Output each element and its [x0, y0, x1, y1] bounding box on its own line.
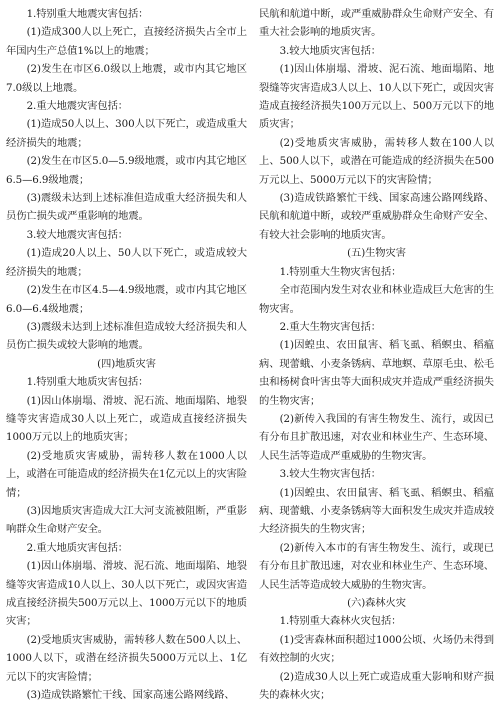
- paragraph: (2)受地质灾害威胁，需转移人数在500人以上、1000人以下，或潜在经济损失5000万元以上、1亿元以下的灾害险情；: [6, 633, 247, 683]
- paragraph: (2)新传入本市的有害生物发生、流行，或现已有分布且扩散迅速，对农业和林业生产、生态环境、人民生活等造成较大威胁的生物灾害。: [259, 541, 494, 591]
- section-heading: (四)地质灾害: [97, 357, 156, 370]
- item-heading: 1.特别重大森林火灾包括：: [279, 615, 402, 628]
- paragraph: (3)造成铁路繁忙干线、国家高速公路网线路、: [26, 689, 235, 702]
- item-heading: 2.重大地质灾害包括：: [26, 541, 128, 554]
- paragraph: 全市范围内发生对农业和林业造成巨大危害的生物灾害。: [259, 284, 494, 315]
- paragraph: (1)造成300人以上死亡，直接经济损失占全市上年国内生产总值1%以上的地震；: [6, 26, 247, 57]
- paragraph: (1)造成20人以上、50人以下死亡，或造成较大经济损失的地震；: [6, 247, 247, 278]
- paragraph: (2)发生在市区4.5—4.9级地震，或市内其它地区6.0—6.4级地震；: [6, 284, 247, 315]
- paragraph: (2)受地质灾害威胁，需转移人数在1000人以上，或潜在可能造成的经济损失在1亿元以上的灾害险情；: [6, 449, 247, 499]
- paragraph: (2)发生在市区6.0级以上地震，或市内其它地区7.0级以上地震。: [6, 63, 247, 94]
- item-heading: 1.特别重大地质灾害包括：: [26, 376, 149, 389]
- paragraph: (1)造成50人以上、300人以下死亡，或造成重大经济损失的地震；: [6, 118, 247, 149]
- item-heading: 1.特别重大生物灾害包括：: [279, 265, 402, 278]
- paragraph: (1)因山体崩塌、滑坡、泥石流、地面塌陷、地裂缝等灾害造成10人以上、30人以下死亡，或因灾害造成直接经济损失500万元以上、1000万元以下的地质灾害；: [6, 560, 247, 628]
- paragraph: (2)新传入我国的有害生物发生、流行，或因已有分布且扩散迅速，对农业和林业生产、生态环境、人民生活等造成严重威胁的生物灾害。: [259, 412, 494, 462]
- paragraph: (3)造成铁路繁忙干线、国家高速公路网线路、民航和航道中断，或较严重威胁群众生命财产安全、有较大社会影响的地质灾害。: [259, 192, 494, 241]
- item-heading: 1.特别重大地震灾害包括：: [26, 8, 149, 20]
- paragraph: (1)受害森林面积超过1000公顷、火场仍未得到有效控制的火灾；: [259, 633, 494, 665]
- section-heading: (六)森林火灾: [347, 597, 406, 609]
- paragraph: (3)震级未达到上述标准但造成较大经济损失和人员伤亡损失或较大影响的地震。: [6, 320, 247, 352]
- item-heading: 3.较大地质灾害包括：: [279, 44, 381, 57]
- paragraph: (2)造成30人以上死亡或造成重大影响和财产损失的森林火灾；: [259, 670, 494, 702]
- paragraph: (3)震级未达到上述标准但造成重大经济损失和人员伤亡损失或严重影响的地震。: [6, 192, 247, 223]
- left-column: [6, 5, 253, 702]
- paragraph: (2)发生在市区5.0—5.9级地震，或市内其它地区6.5—6.9级地震；: [6, 155, 247, 186]
- item-heading: 3.较大地震灾害包括：: [26, 228, 128, 241]
- paragraph: (3)因地质灾害造成大江大河支流被阻断，严重影响群众生命财产安全。: [6, 504, 247, 536]
- paragraph: (1)因山体崩塌、滑坡、泥石流、地面塌陷、地裂缝等灾害造成3人以上、10人以下死亡，或因灾害造成直接经济损失100万元以上、500万元以下的地质灾害；: [259, 63, 494, 131]
- paragraph: (1)因山体崩塌、滑坡、泥石流、地面塌陷、地裂缝等灾害造成30人以上死亡，或造成直接经济损失1000万元以上的地质灾害；: [6, 394, 247, 444]
- item-heading: 2.重大生物灾害包括：: [279, 320, 381, 333]
- item-heading: 3.较大生物灾害包括：: [279, 468, 381, 481]
- right-column: [253, 5, 494, 702]
- item-heading: 2.重大地震灾害包括：: [26, 100, 128, 113]
- paragraph: (1)因蝗虫、农田鼠害、稻飞虱、稻螟虫、稻瘟病、现蕾蛾、小麦条锈病、草地螟、草原毛虫、松毛虫和杨树食叶害虫等大面积成灾并造成严重经济损失的生物灾害；: [259, 339, 494, 407]
- paragraph: (1)因蝗虫、农田鼠害、稻飞虱、稻螟虫、稻瘟病、现蕾蛾、小麦条锈病等大面积发生成灾并造成较大经济损失的生物灾害；: [259, 486, 494, 536]
- paragraph: (2)受地质灾害威胁，需转移人数在100人以上、500人以下，或潜在可能造成的经济损失在500万元以上、5000万元以下的灾害险情；: [259, 136, 494, 186]
- paragraph: 民航和航道中断，或严重威胁群众生命财产安全、有重大社会影响的地质灾害。: [259, 8, 494, 39]
- section-heading: (五)生物灾害: [347, 247, 406, 260]
